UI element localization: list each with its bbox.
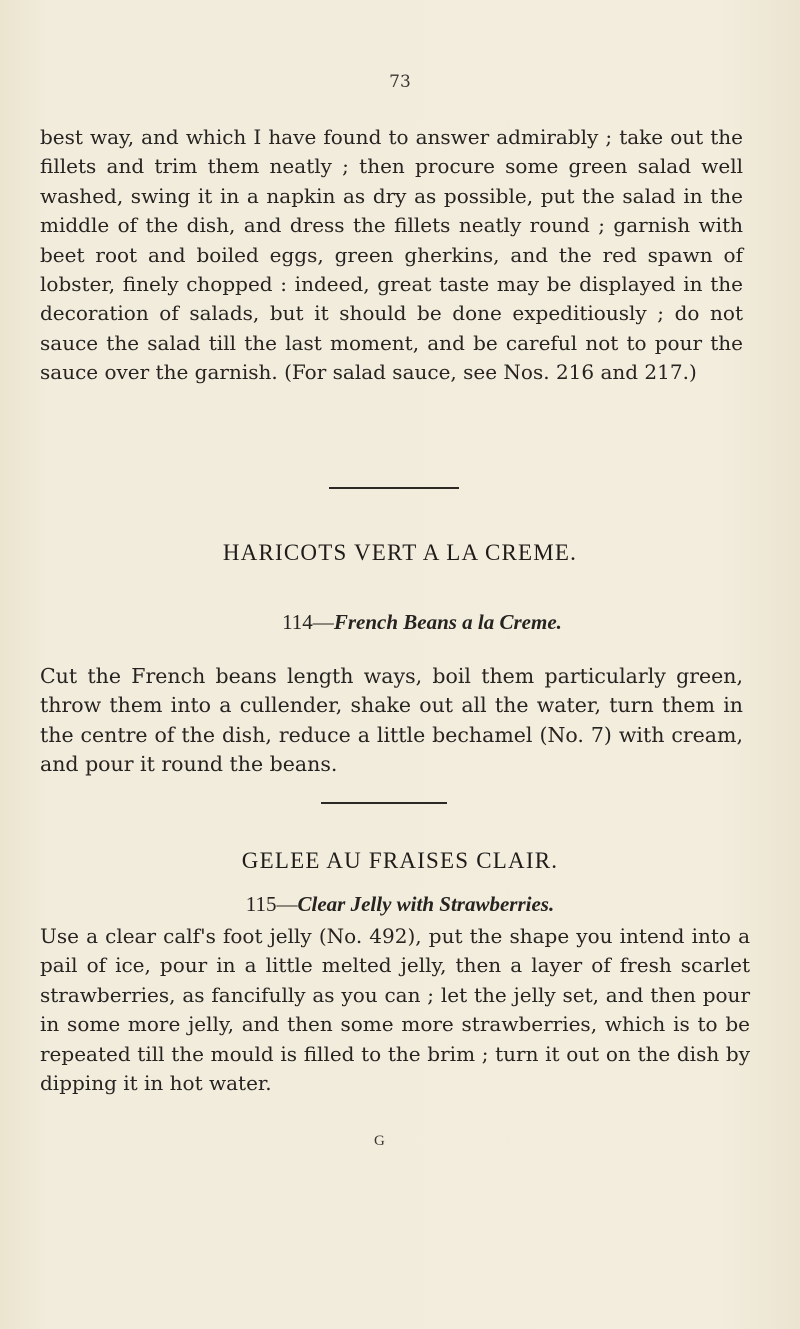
signature-mark: G	[374, 1133, 385, 1149]
recipe-115-number: 115—	[245, 892, 298, 916]
salad-paragraph: best way, and which I have found to answer admirably ; take out the fillets and trim them neatly ; then procure some green salad well washed, swing it in a napkin as dry as possible, put the salad in the middle of the dish, and dress the fillets neatly round ; garnish with beet root and boiled eggs, green gherkins, and the red spawn of lobster, finely chopped : indeed, great taste may be displayed in the decoration of salads, but it should be done expeditiously ; do not sauce the salad till the last moment, and be careful not to pour the sauce over the garnish. (For salad sauce, see Nos. 216 and 217.)	[40, 125, 743, 385]
section-divider	[321, 802, 447, 804]
recipe-114-title: French Beans a la Creme.	[333, 610, 562, 634]
page-number: 73	[389, 72, 411, 92]
recipe-115-title: Clear Jelly with Strawberries.	[297, 892, 555, 916]
recipe-115-heading: GELEE AU FRAISES CLAIR.	[241, 848, 559, 873]
recipe-114-heading: HARICOTS VERT A LA CREME.	[222, 540, 578, 565]
recipe-115-subheading	[0, 892, 800, 917]
recipe-114-subheading	[22, 610, 800, 635]
recipe-114-body: Cut the French beans length ways, boil them particularly green, throw them into a cullender, shake out all the water, turn them in the centre of the dish, reduce a little bechamel (No. 7) with cream, and pour it round the beans.	[40, 664, 743, 777]
recipe-115-body: Use a clear calf's foot jelly (No. 492), put the shape you intend into a pail of ice, pour in a little melted jelly, then a layer of fresh scarlet strawberries, as fancifully as you can ; let the jelly set, and then pour in some more jelly, and then some more strawberries, which is to be repeated till the mould is filled to the brim ; turn it out on the dish by dipping it in hot water.	[40, 924, 750, 1096]
recipe-114-number: 114—	[282, 610, 334, 634]
section-divider	[329, 487, 459, 489]
